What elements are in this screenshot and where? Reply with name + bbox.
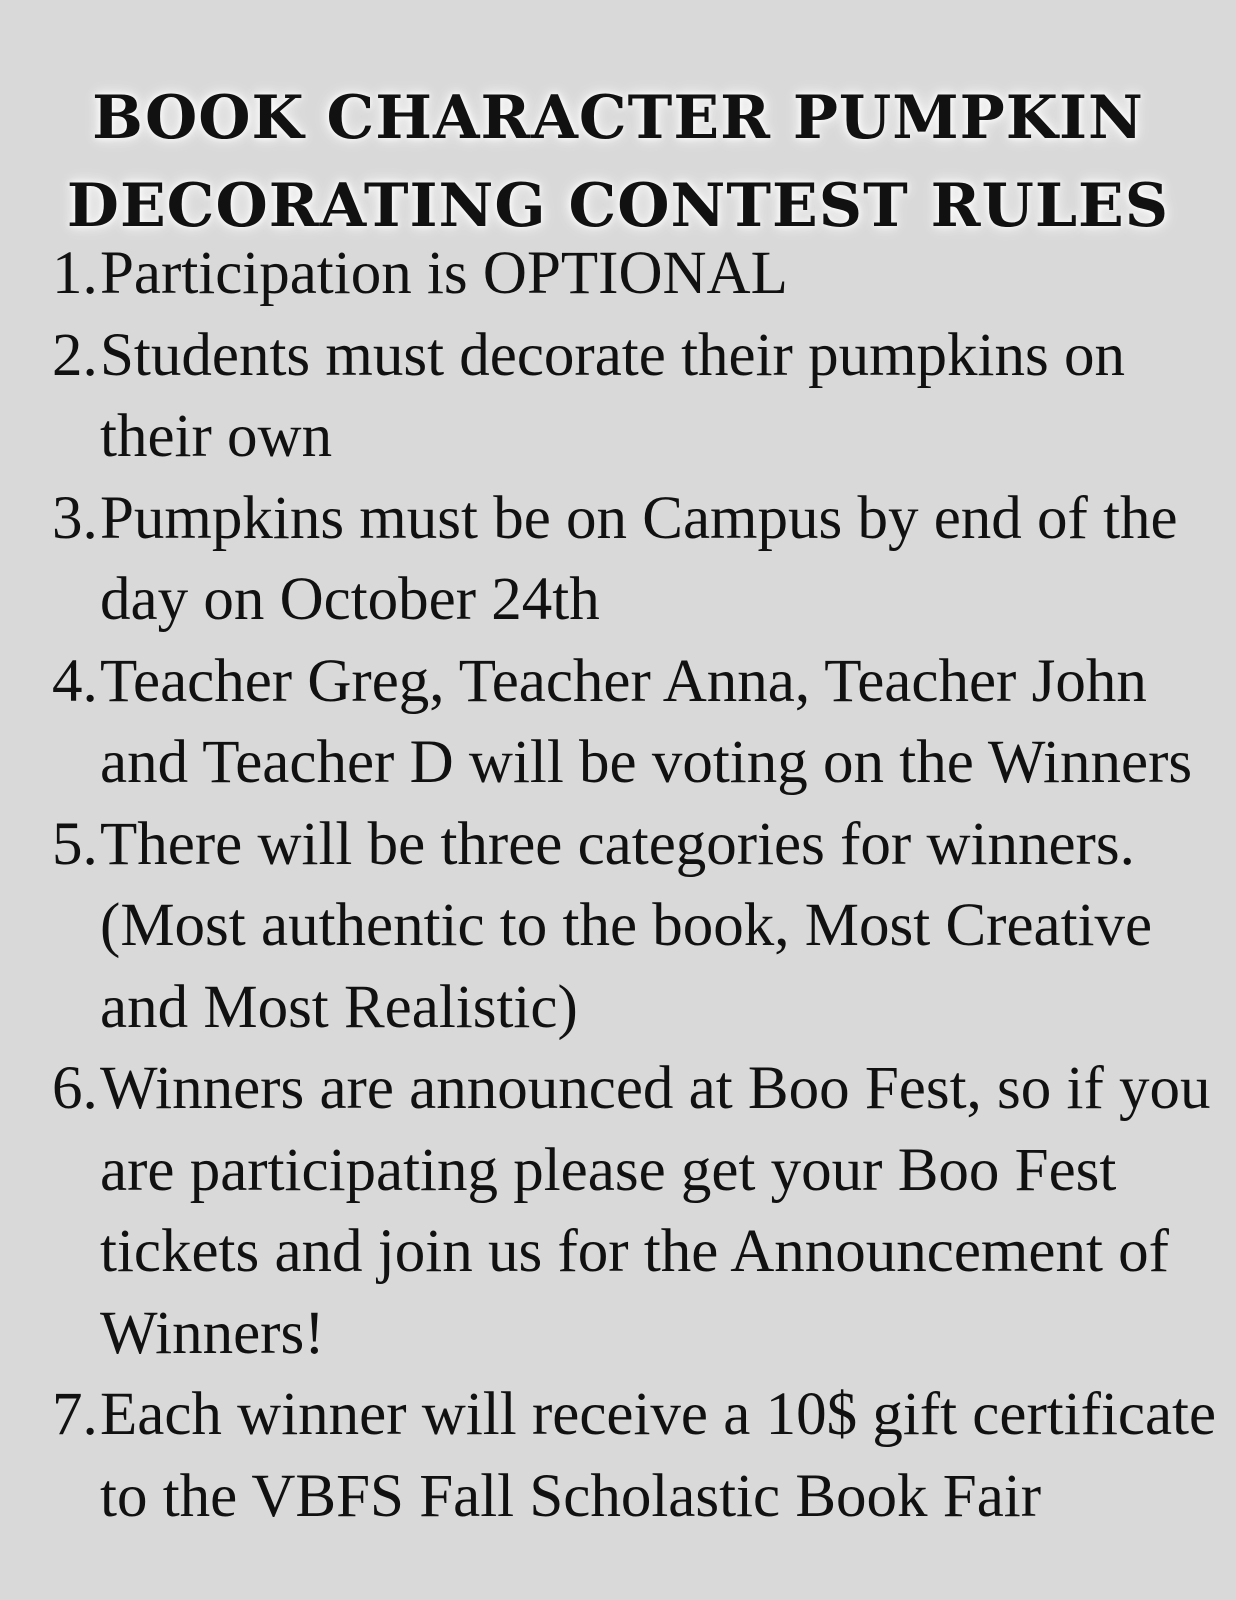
rule-item-1 [0,233,1236,315]
rule-text-line: Students must decorate their pumpkins on [100,321,1125,389]
rule-item-6 [0,1048,1236,1374]
rule-number: 1. [52,240,98,307]
title-line-2: DECORATING CONTEST RULES [66,171,1170,242]
rule-text-line: and Most Realistic) [100,973,578,1041]
rule-text-line: are participating please get your Boo Fest [100,1136,1117,1204]
title-line-1: BOOK CHARACTER PUMPKIN [92,83,1144,154]
rule-text-line: (Most authentic to the book, Most Creative [100,892,1153,959]
rule-number: 5. [52,810,98,878]
rule-number: 6. [52,1055,98,1122]
rule-number: 3. [52,484,98,552]
rule-item-7 [0,1374,1236,1537]
rule-item-3 [0,478,1236,641]
rules-list [0,233,1236,1537]
rule-text-line: There will be three categories for winners. [100,810,1135,878]
rule-text-line: Each winner will receive a 10$ gift certificate [100,1381,1217,1448]
rule-text-line: their own [100,403,333,470]
rule-text-line: and Teacher D will be voting on the Winners [100,729,1193,796]
rule-number: 2. [52,321,98,389]
rule-text-line: Participation is OPTIONAL [100,240,788,307]
rule-item-5 [0,804,1236,1049]
rule-number: 7. [52,1381,98,1448]
rule-text-line: day on October 24th [100,566,600,633]
rule-item-2 [0,315,1236,478]
rule-text-line: tickets and join us for the Announcement of [100,1218,1169,1285]
rule-number: 4. [52,647,98,715]
rule-text-line: Winners! [100,1299,325,1367]
rule-text-line: Pumpkins must be on Campus by end of the [100,484,1178,552]
flyer-title [0,74,1236,250]
rule-item-4 [0,641,1236,804]
rule-text-line: to the VBFS Fall Scholastic Book Fair [100,1462,1042,1530]
rule-text-line: Winners are announced at Boo Fest, so if you [100,1055,1211,1122]
rule-text-line: Teacher Greg, Teacher Anna, Teacher John [100,647,1147,715]
